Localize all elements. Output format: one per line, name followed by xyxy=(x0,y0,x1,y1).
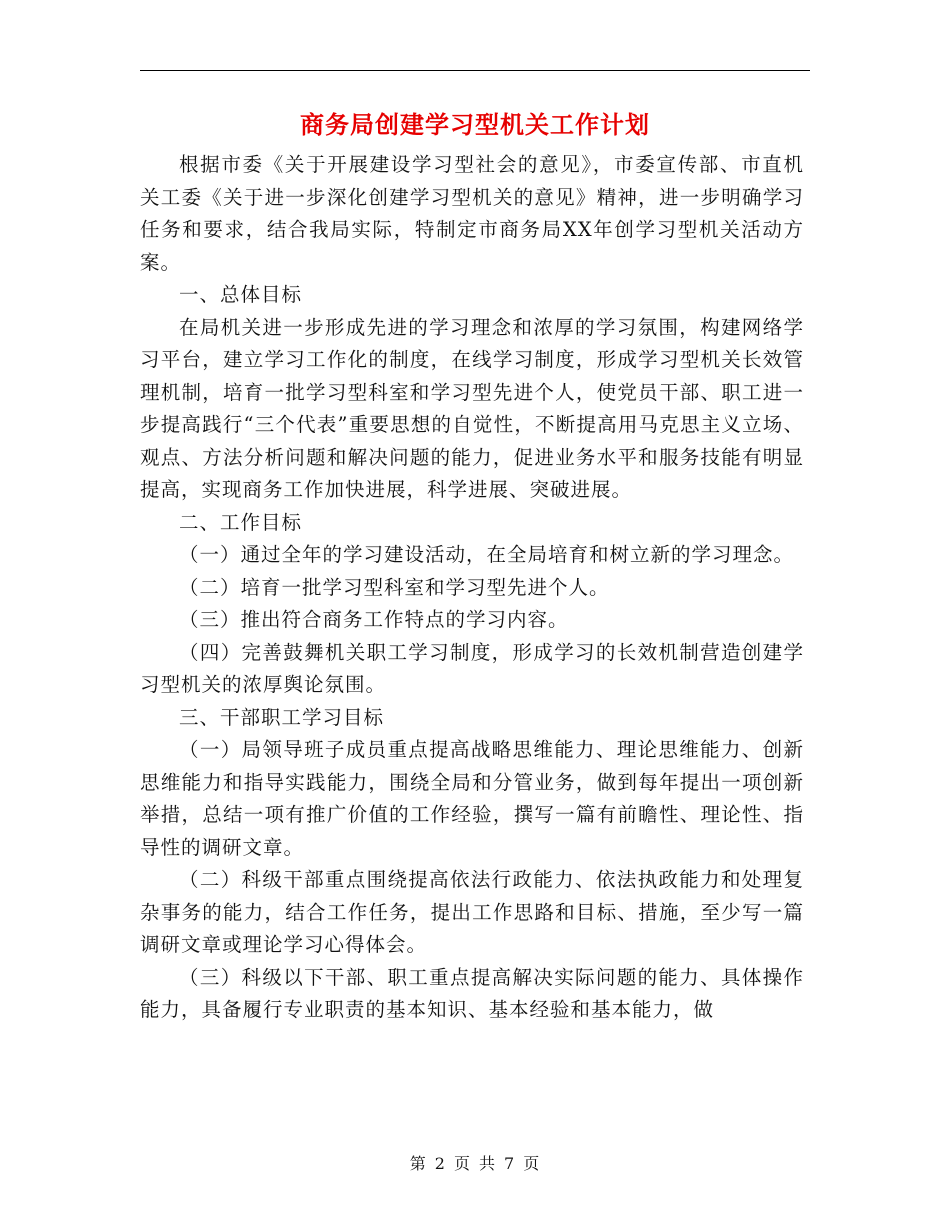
list-item: （四）完善鼓舞机关职工学习制度，形成学习的长效机制营造创建学习型机关的浓厚舆论氛围。 xyxy=(140,640,804,696)
document-title: 商务局创建学习型机关工作计划 xyxy=(300,111,650,139)
header-rule xyxy=(140,70,810,71)
footer-current-page: 2 xyxy=(434,1154,446,1173)
footer-total-unit: 页 xyxy=(523,1154,541,1173)
list-item: （三）推出符合商务工作特点的学习内容。 xyxy=(179,608,569,631)
footer-total-pages: 7 xyxy=(504,1154,516,1173)
paragraph-overall-goal: 在局机关进一步形成先进的学习理念和浓厚的学习氛围，构建网络学习平台，建立学习工作化的制度，在线学习制度，形成学习型机关长效管理机制，培育一批学习型科室和学习型先进个人，使党员干部、职工进一步提高践行“三个代表”重要思想的自觉性，不断提高用马克思主义立场、观点、方法分析问题和解决问题的能力，促进业务水平和服务技能有明显提高，实现商务工作加快进展，科学进展、突破进展。 xyxy=(140,315,804,501)
footer-total-label: 共 xyxy=(479,1154,497,1173)
list-item: （一）通过全年的学习建设活动，在全局培育和树立新的学习理念。 xyxy=(179,543,795,566)
document-body xyxy=(140,149,804,1027)
list-item: （一）局领导班子成员重点提高战略思维能力、理论思维能力、创新思维能力和指导实践能力，围绕全局和分管业务，做到每年提出一项创新举措，总结一项有推广价值的工作经验，撰写一篇有前瞻性、理论性、指导性的调研文章。 xyxy=(140,738,804,859)
section-heading-work-goal: 二、工作目标 xyxy=(179,510,303,534)
section-heading-staff-goal: 三、干部职工学习目标 xyxy=(179,705,385,729)
list-item: （二）培育一批学习型科室和学习型先进个人。 xyxy=(179,575,610,599)
footer-prefix: 第 xyxy=(409,1154,427,1173)
list-item: （三）科级以下干部、职工重点提高解决实际问题的能力、具体操作能力，具备履行专业职责的基本知识、基本经验和基本能力，做 xyxy=(140,965,804,1021)
paragraph-intro: 根据市委《关于开展建设学习型社会的意见》，市委宣传部、市直机关工委《关于进一步深化创建学习型机关的意见》精神，进一步明确学习任务和要求，结合我局实际，特制定市商务局XX年创学习型机关活动方案。 xyxy=(140,153,804,274)
section-heading-overall-goal: 一、总体目标 xyxy=(179,283,303,306)
page-footer xyxy=(0,1152,950,1176)
list-item: （二）科级干部重点围绕提高依法行政能力、依法执政能力和处理复杂事务的能力，结合工作任务，提出工作思路和目标、措施，至少写一篇调研文章或理论学习心得体会。 xyxy=(140,868,804,956)
footer-page-unit: 页 xyxy=(453,1154,471,1173)
